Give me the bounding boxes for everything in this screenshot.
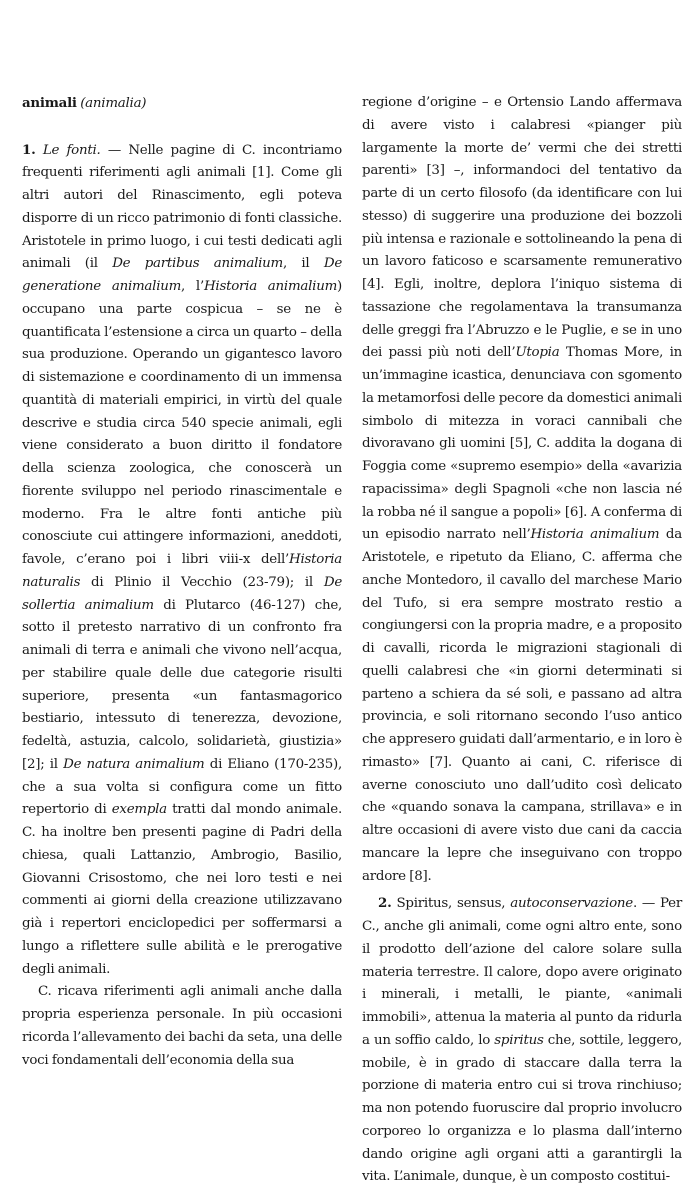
section-1-number: 1. — [22, 141, 36, 158]
headword-latin: (animalia) — [80, 96, 147, 111]
section-2-title-italic: autoconservazione — [510, 896, 633, 912]
entry-heading — [22, 92, 342, 116]
section-2-number: 2. — [378, 895, 392, 912]
right-column — [362, 92, 682, 1189]
section-1-paragraph-2: C. ricava riferimenti agli animali anche dalla propria esperienza personale. In più occasioni ricorda l’allevamento dei bachi da seta, una delle voci fondamentali dell’economia della sua — [22, 984, 342, 1068]
section-1-title: Le fonti. — [42, 142, 101, 158]
section-1-paragraph-1: 1. Le fonti. — Nelle pagine di C. incontriamo frequenti riferimenti agli animali [1]. Come gli altri autori del Rinascimento, egli poteva disporre di un ricco patrimonio di fonti classiche. Aristotele in primo luogo, i cui testi dedicati agli animali (il De partibus animalium, il De generatione animalium, l’Historia animalium) occupano una parte cospicua – se ne è quantificata l’estensione a circa un quarto – della sua produzione. Operando un gigantesco lavoro di sistemazione e coordinamento di un immensa quantità di materiali empirici, in virtù del quale descrive e studia circa 540 specie animali, egli viene considerato a buon diritto il fondatore della scienza zoologica, che conoscerà un fiorente sviluppo nel periodo rinascimentale e moderno. Fra le altre fonti antiche più conosciute cui attingere informazioni, aneddoti, favole, c’erano poi i libri viii-x dell’Historia naturalis di Plinio il Vecchio (23-79); il De sollertia animalium di Plutarco (46-127) che, sotto il pretesto narrativo di un confronto fra animali di terra e animali che vivono nell’acqua, per stabilire quale delle due categorie risulti superiore, presenta «un fantasmagorico bestiario, intessuto di tenerezza, devozione, fedeltà, astuzia, calcolo, solidarietà, giustizia» [2]; il De natura animalium di Eliano (170-235), che a sua volta si configura come un fitto repertorio di exempla tratti dal mondo animale. C. ha inoltre ben presenti pagine di Padri della chiesa, quali Lattanzio, Ambrogio, Basilio, Giovanni Crisostomo, che nei loro testi e nei commenti ai giorni della creazione utilizzavano già i repertori enciclopedici per soffermarsi a lungo a riflettere sulle abilità e le prerogative degli animali. — [22, 141, 342, 977]
section-1-paragraph-2-continued: regione d’origine – e Ortensio Lando affermava di avere visto i calabresi «pianger più largamente la morte de’ vermi che dei stretti parenti» [3] –, informandoci del tentativo da parte di un certo filosofo (da identificare con lui stesso) di suggerire una produzione dei bozzoli più intensa e razionale e sottolineando la pena di un lavoro faticoso e scarsamente remunerativo [4]. Egli, inoltre, deplora l’iniquo sistema di tassazione che regolamentava la transumanza delle greggi fra l’Abruzzo e le Puglie, e se in uno dei passi più noti dell’Utopia Thomas More, in un’immagine icastica, denunciava con sgomento la metamorfosi delle pecore da domestici animali simbolo di mitezza in voraci cannibali che divoravano gli uomini [5], C. addita la dogana di Foggia come «supremo esempio» della «avarizia rapacissima» degli Spagnoli «che non lascia né la robba né il sangue a popoli» [6]. A conferma di un episodio narrato nell’Historia animalium da Aristotele, e ripetuto da Eliano, C. afferma che anche Montedoro, il cavallo del marchese Mario del Tufo, si era sempre mostrato restio a congiungersi con la propria madre, e a proposito di cavalli, ricorda le migrazioni stagionali di quelli calabresi che «in giorni determinati si parteno a schiera da sé soli, e passano ad altra provincia, e soli ritornano secondo l’uso antico che appresero guidati dall’armentario, e in loro è rimasto» [7]. Quanto ai cani, C. riferisce di averne conosciuto uno dall’udito così delicato che «quando sonava la campana, strillava» e in altre occasioni di avere visto due cani da caccia mancare la lepre che inseguivano con troppo ardore [8]. — [362, 95, 682, 884]
headword: animali — [22, 95, 77, 111]
left-column — [22, 92, 342, 1072]
section-2-title: Spiritus, sensus, — [396, 896, 511, 912]
section-2-paragraph-1: 2. Spiritus, sensus, autoconservazione. — Per C., anche gli animali, come ogni altro ente, sono il prodotto dell’azione del calore solare sulla materia terrestre. Il calore, dopo avere originato i minerali, i metalli, le piante, «animali immobili», attenua la materia al punto da ridurla a un soffio caldo, lo spiritus che, sottile, leggero, mobile, è in grado di staccare dalla terra la porzione di materia entro cui si trova rinchiuso; ma non potendo fuoruscire dal proprio involucro corporeo lo organizza e lo plasma dall’interno dando origine agli organi atti a garantirgli la vita. L’animale, dunque, è un composto costitui- — [362, 895, 682, 1185]
